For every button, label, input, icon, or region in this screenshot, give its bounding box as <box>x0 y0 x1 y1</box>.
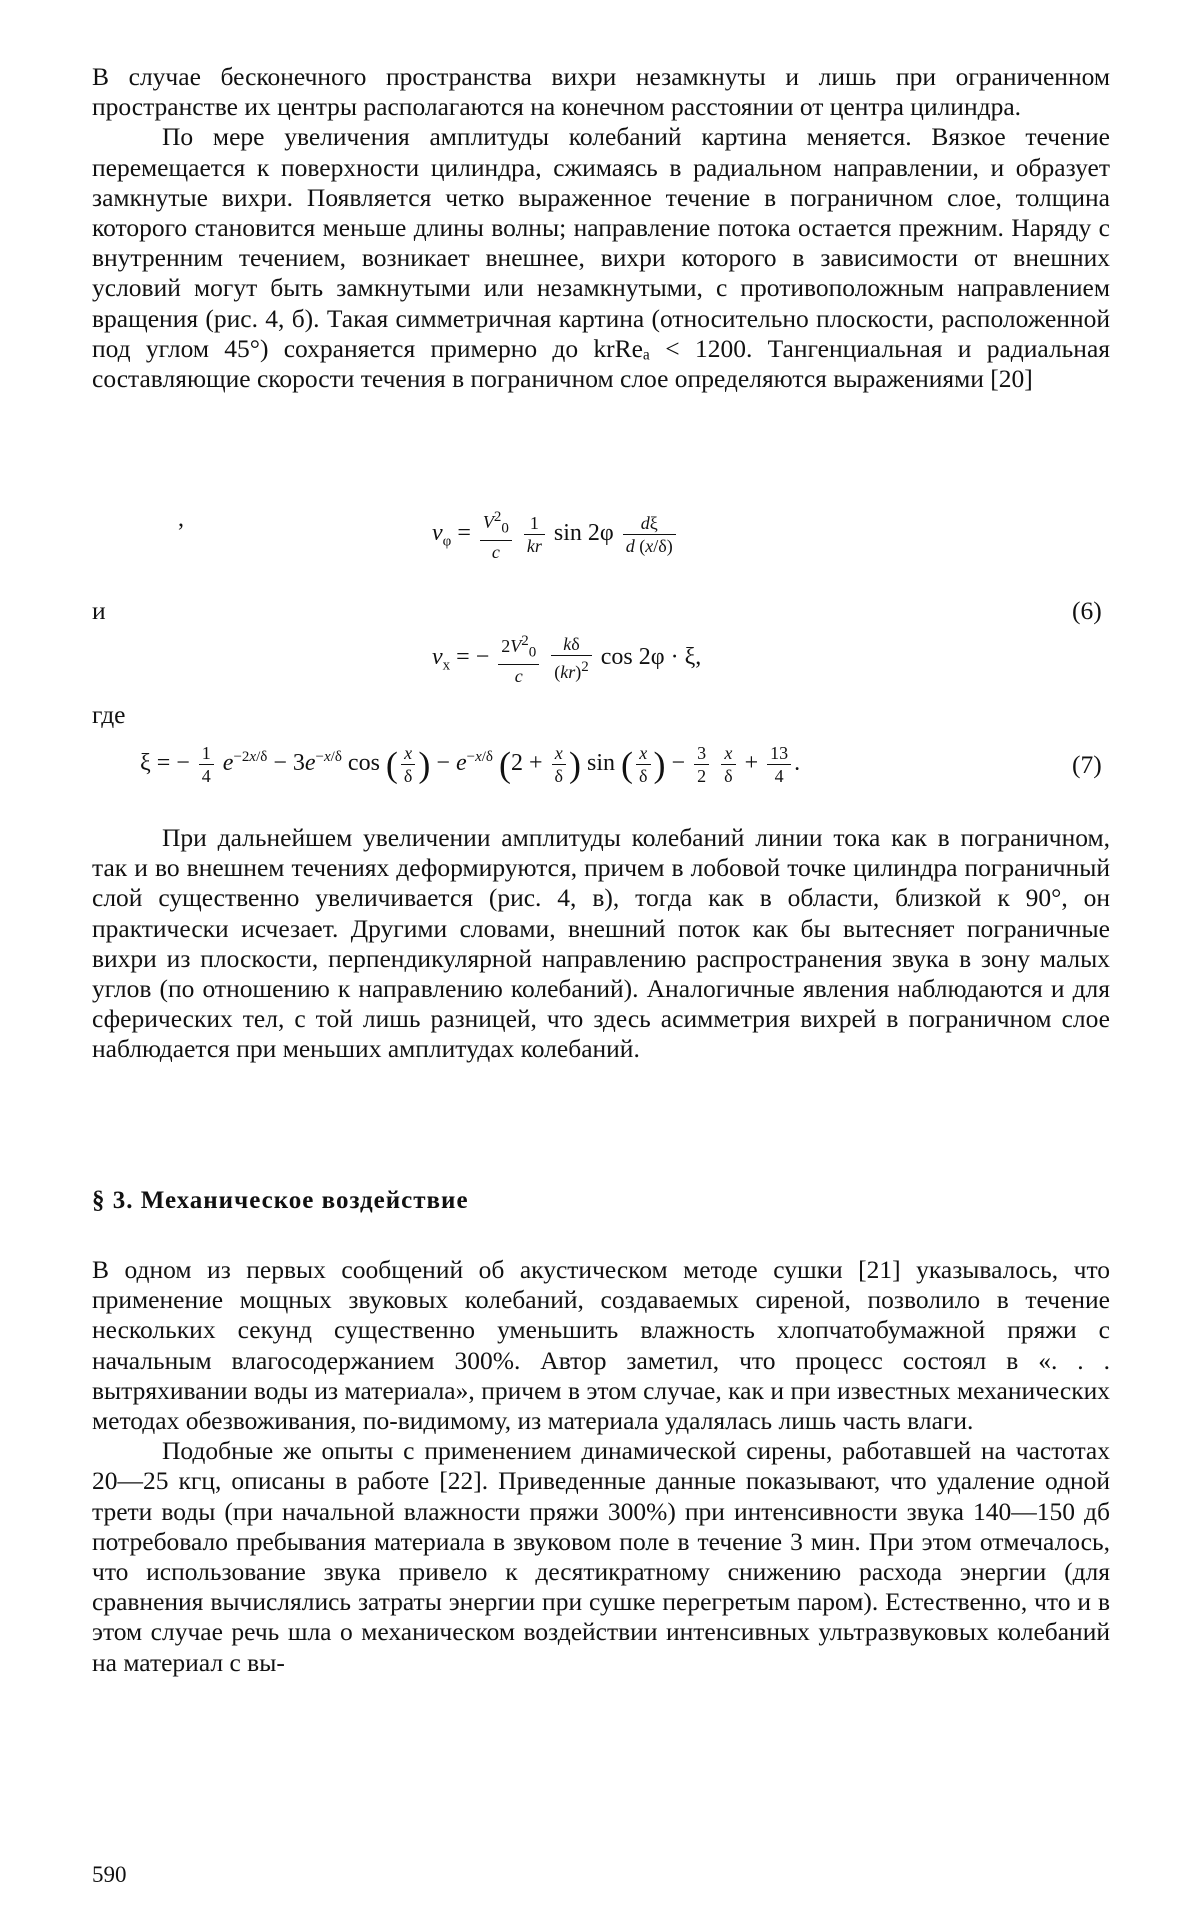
formula-6-vx: $v_x$ = − $\frac{2V^2_0}{c}$ $\frac{k\delta}{(kr)^2}$ cos 2φ · ξ, <box>432 630 701 687</box>
text-block-middle <box>92 823 1110 1065</box>
formula-6-comma: , <box>178 506 184 532</box>
formula-6-vphi: $v_\varphi$ = $\frac{V^2_0}{c}$ $\frac{1}{kr}$ sin 2φ $\frac{d\xi}{d (x/\delta)}$ <box>432 506 679 563</box>
equation-number-6: (6) <box>1072 596 1102 625</box>
page-number: 590 <box>92 1862 127 1887</box>
paragraph-5: Подобные же опыты с применением динамической сирены, работавшей на частотах 20—25 кгц, описаны в работе [22]. Приведенные данные показывают, что удаление одной трети воды (при начальной влажности пряжи 300%) при интенсивности звука 140—150 дб потребовало пребывания материала в звуковом поле в течение 3 мин. При этом отмечалось, что использование звука привело к десятикратному снижению расхода энергии (для сравнения вычислялись затраты энергии при сушке перегретым паром). Естественно, что и в этом случае речь шла о механическом воздействии интенсивных ультразвуковых колебаний на материал с вы- <box>92 1436 1110 1677</box>
paragraph-4: В одном из первых сообщений об акустическом методе сушки [21] указывалось, что применение мощных звуковых колебаний, создаваемых сиреной, позволило в течение нескольких секунд существенно уменьшить влажность хлопчатобумажной пряжи с начальным влагосодержанием 300%. Автор заметил, что процесс состоял в «. . . вытряхивании воды из материала», причем в этом случае, как и при известных механических методах обезвоживания, по-видимому, из материала удалялась лишь часть влаги. <box>92 1255 1110 1436</box>
paragraph-1: В случае бесконечного пространства вихри незамкнуты и лишь при ограниченном пространстве их центры располагаются на конечном расстоянии от центра цилиндра. <box>92 62 1110 122</box>
paragraph-2: По мере увеличения амплитуды колебаний картина меняется. Вязкое течение перемещается к поверхности цилиндра, сжимаясь в радиальном направлении, и образует замкнутые вихри. Появляется четко выраженное течение в пограничном слое, толщина которого становится меньше длины волны; направление потока остается прежним. Наряду с внутренним течением, возникает внешнее, вихри которого в зависимости от внешних условий могут быть замкнутыми или незамкнутыми, с противоположным направлением вращения (рис. 4, б). Такая симметричная картина (относительно плоскости, расположенной под углом 45°) сохраняется примерно до krReₐ < 1200. Тангенциальная и радиальная составляющие скорости течения в пограничном слое определяются выражениями [20] <box>92 122 1110 394</box>
paragraph-3: При дальнейшем увеличении амплитуды колебаний линии тока как в пограничном, так и во внешнем течениях деформируются, причем в лобовой точке цилиндра пограничный слой существенно увеличивается (рис. 4, в), тогда как в области, близкой к 90°, он практически исчезает. Другими словами, внешний поток как бы вытесняет пограничные вихри из плоскости, перпендикулярной направлению распространения звука в зону малых углов (по отношению к направлению колебаний). Аналогичные явления наблюдаются и для сферических тел, с той лишь разницей, что здесь асимметрия вихрей в пограничном слое наблюдается при меньших амплитудах колебаний. <box>92 823 1110 1064</box>
text-block-bottom <box>92 1255 1110 1678</box>
section-heading: § 3. Механическое воздействие <box>92 1187 469 1214</box>
where-word: где <box>92 700 126 729</box>
and-word: и <box>92 596 106 625</box>
text-block-top <box>92 62 1110 394</box>
equation-number-7: (7) <box>1072 750 1102 779</box>
formula-7-xi: ξ = − $\frac{1}{4}$ $e^{-2x/\delta} - 3e^{-x/\delta}$ cos ( $\frac{x}{\delta}$ ) − $e^{-x/\delta}$ (2 + $\frac{x}{\delta}$ ) sin ( $\frac{x}{\delta}$ ) − $\frac{3}{2}$ $\frac{x}{\delta}$ + $\frac{13}{4}$ . <box>140 743 801 786</box>
